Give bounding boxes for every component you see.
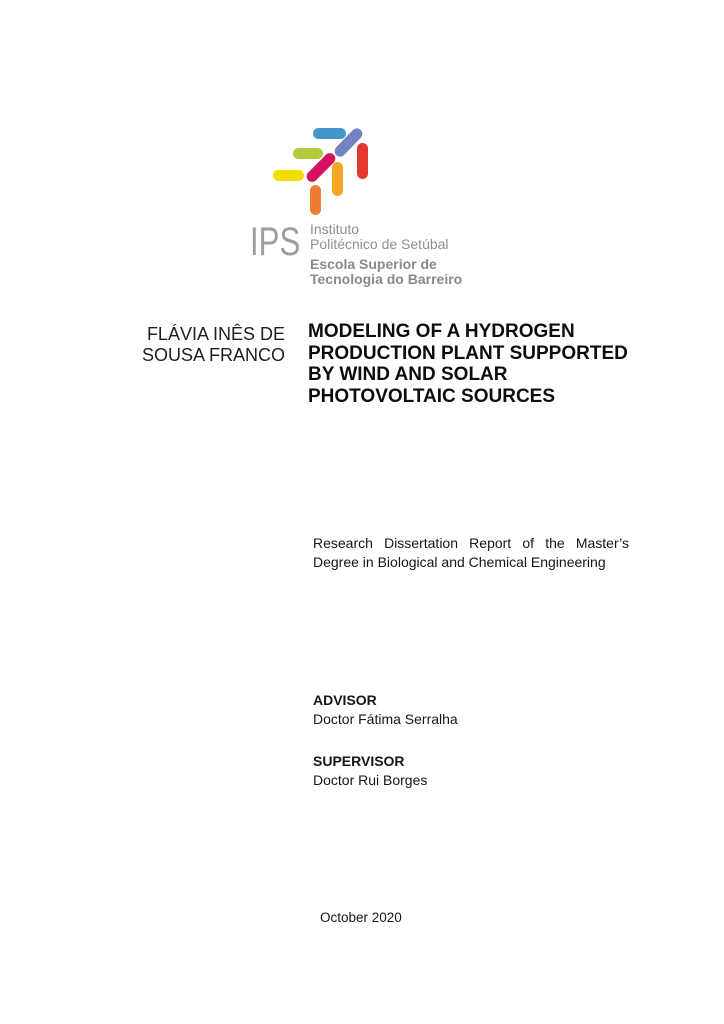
thesis-title-line2: PRODUCTION PLANT SUPPORTED (308, 342, 628, 364)
logo-bar-orange-icon (310, 185, 321, 215)
institute-name-line1: Instituto (310, 221, 360, 237)
credits-block (313, 691, 458, 790)
degree-description-line1: Research Dissertation Report of the Master’s (313, 535, 629, 551)
thesis-title (308, 321, 653, 407)
supervisor-name: Doctor Rui Borges (313, 772, 428, 788)
advisor-name: Doctor Fátima Serralha (313, 711, 458, 727)
supervisor-label: SUPERVISOR (313, 753, 405, 769)
institute-name-block (310, 222, 462, 287)
degree-description (313, 534, 629, 571)
degree-description-line2: Degree in Biological and Chemical Engineering (313, 553, 606, 570)
thesis-title-line3: BY WIND AND SOLAR (308, 364, 508, 386)
school-name-line1: Escola Superior de (310, 255, 437, 272)
logo-bar-amber-icon (332, 162, 343, 196)
ips-acronym: IPS (250, 220, 301, 264)
logo-bar-green-icon (293, 148, 323, 159)
publication-date: October 2020 (320, 910, 402, 925)
institute-name-line2: Politécnico de Setúbal (310, 236, 449, 253)
logo-bar-blue-icon (313, 128, 346, 139)
thesis-title-line1: MODELING OF A HYDROGEN (308, 321, 575, 342)
thesis-title-line4: PHOTOVOLTAIC SOURCES (308, 385, 556, 407)
school-name-block (310, 257, 462, 288)
author-name-line2: SOUSA FRANCO (141, 345, 285, 365)
author-name-line1: FLÁVIA INÊS DE (146, 324, 285, 344)
author-name (142, 324, 285, 366)
advisor-label: ADVISOR (313, 692, 377, 708)
logo-bar-red-icon (357, 143, 368, 179)
logo-bar-yellow-icon (273, 170, 304, 181)
school-name-line2: Tecnologia do Barreiro (310, 270, 463, 287)
